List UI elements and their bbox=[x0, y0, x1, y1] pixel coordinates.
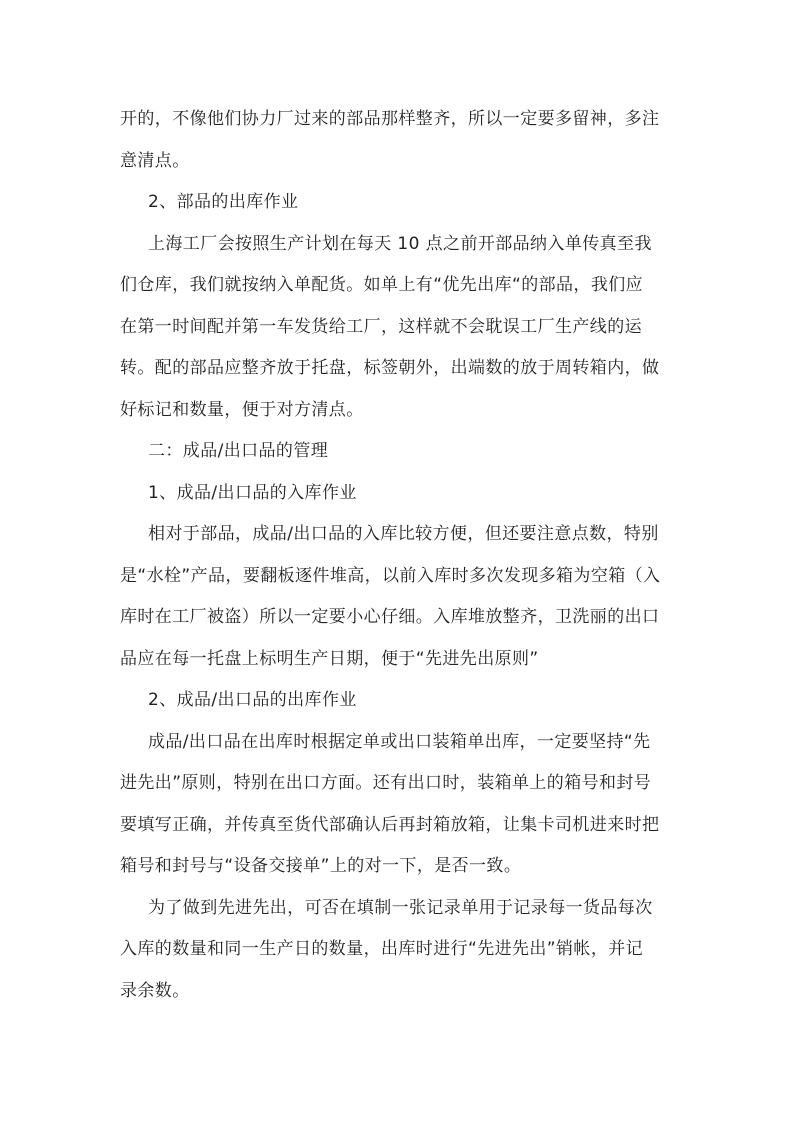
body-text-line: 们仓库，我们就按纳入单配货。如单上有“优先出库“的部品，我们应 bbox=[120, 275, 644, 295]
body-text-line: 在第一时间配并第一车发货给工厂，这样就不会耽误工厂生产线的运 bbox=[120, 317, 642, 337]
body-text-line: 入库的数量和同一生产日的数量，出库时进行“先进先出”销帐，并记 bbox=[120, 939, 644, 959]
body-text-line: 品应在每一托盘上标明生产日期，便于“先进先出原则” bbox=[120, 649, 539, 669]
body-text-line: 转。配的部品应整齐放于托盘，标签朝外，出端数的放于周转箱内，做 bbox=[120, 358, 660, 378]
body-text-line: 意清点。 bbox=[120, 151, 190, 171]
body-text-line: 录余数。 bbox=[120, 981, 190, 1001]
section-heading: 2、成品/出口品的出库作业 bbox=[148, 690, 357, 710]
body-text-line: 相对于部品，成品/出口品的入库比较方便，但还要注意点数，特别 bbox=[148, 524, 659, 544]
body-text-line: 好标记和数量，便于对方清点。 bbox=[120, 400, 364, 420]
section-heading: 二：成品/出口品的管理 bbox=[148, 441, 329, 461]
body-text-line: 箱号和封号与“设备交接单”上的对一下，是否一致。 bbox=[120, 856, 522, 876]
section-heading: 1、成品/出口品的入库作业 bbox=[148, 483, 357, 503]
body-text-line: 为了做到先进先出，可否在填制一张记录单用于记录每一货品每次 bbox=[148, 898, 653, 918]
body-text-line: 成品/出口品在出库时根据定单或出口装箱单出库，一定要坚持“先 bbox=[148, 732, 651, 752]
body-text-line: 要填写正确，并传真至货代部确认后再封箱放箱，让集卡司机进来时把 bbox=[120, 815, 660, 835]
body-text-line: 进先出”原则，特别在出口方面。还有出口时，装箱单上的箱号和封号 bbox=[120, 773, 652, 793]
body-text-line: 是“水栓”产品，要翻板逐件堆高，以前入库时多次发现多箱为空箱（入 bbox=[120, 566, 661, 586]
section-heading: 2、部品的出库作业 bbox=[148, 192, 299, 212]
body-text-line: 库时在工厂被盗）所以一定要小心仔细。入库堆放整齐，卫洗丽的出口 bbox=[120, 607, 660, 627]
body-text-line: 上海工厂会按照生产计划在每天 10 点之前开部品纳入单传真至我 bbox=[148, 234, 652, 254]
body-text-line: 开的，不像他们协力厂过来的部品那样整齐，所以一定要多留神，多注 bbox=[120, 109, 660, 129]
